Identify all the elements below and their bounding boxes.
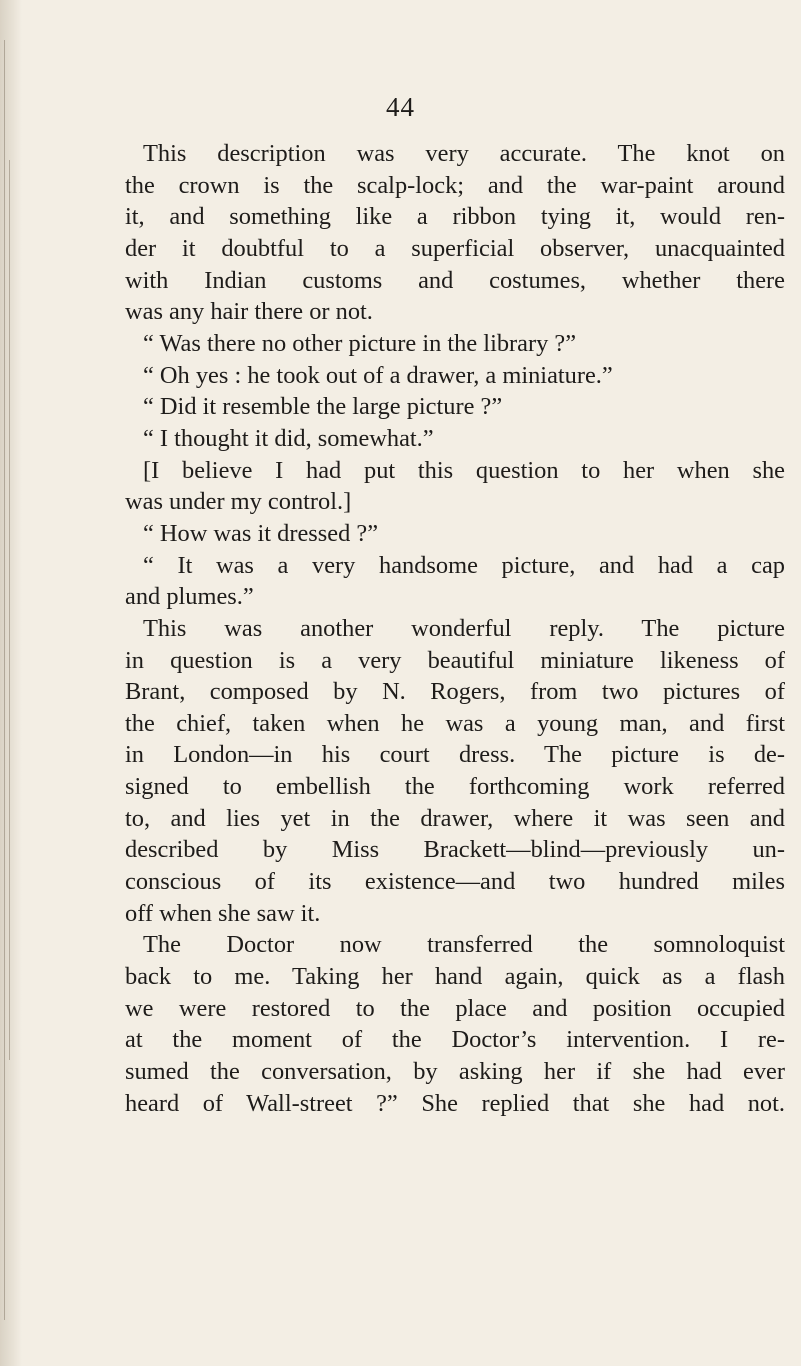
text-line: This was another wonderful reply. The picture	[143, 614, 785, 642]
text-line: off when she saw it.	[125, 899, 321, 927]
text-line: “ Was there no other picture in the library ?”	[143, 329, 577, 357]
text-line: [I believe I had put this question to her when she	[143, 456, 785, 484]
text-line: with Indian customs and costumes, whether there	[125, 266, 785, 294]
text-line: the chief, taken when he was a young man, and first	[125, 709, 785, 737]
body-text	[125, 138, 785, 1119]
text-line: Brant, composed by N. Rogers, from two pictures of	[125, 678, 785, 706]
text-line: and plumes.”	[125, 583, 254, 611]
text-line: der it doubtful to a superficial observer, unacquainted	[125, 234, 785, 262]
text-line: to, and lies yet in the drawer, where it was seen and	[125, 804, 785, 832]
page-gutter	[0, 0, 22, 1366]
text-line: “ Oh yes : he took out of a drawer, a miniature.”	[143, 361, 613, 389]
text-line: “ I thought it did, somewhat.”	[143, 424, 434, 452]
gutter-edge-line	[9, 160, 10, 1060]
text-line: “ Did it resemble the large picture ?”	[143, 393, 503, 421]
text-line: at the moment of the Doctor’s intervention. I re-	[125, 1026, 785, 1054]
text-line: was any hair there or not.	[125, 298, 373, 326]
page-number: 44	[386, 92, 415, 122]
gutter-edge-line	[4, 40, 5, 1320]
text-line: it, and something like a ribbon tying it, would ren-	[125, 203, 785, 231]
text-line: described by Miss Brackett—blind—previously un-	[125, 836, 785, 864]
text-line: the crown is the scalp-lock; and the war-paint around	[125, 171, 785, 199]
text-line: “ It was a very handsome picture, and had a cap	[143, 551, 785, 579]
text-line: back to me. Taking her hand again, quick as a flash	[125, 963, 785, 991]
text-line: was under my control.]	[125, 488, 352, 516]
text-line: in London—in his court dress. The picture is de-	[125, 741, 785, 769]
text-line: This description was very accurate. The knot on	[143, 140, 785, 167]
text-line: The Doctor now transferred the somnoloquist	[143, 931, 785, 959]
text-line: heard of Wall-street ?” She replied that she had not.	[125, 1089, 785, 1117]
text-line: we were restored to the place and position occupied	[125, 994, 785, 1022]
text-line: “ How was it dressed ?”	[143, 519, 379, 547]
text-line: conscious of its existence—and two hundred miles	[125, 868, 785, 896]
text-line: sumed the conversation, by asking her if she had ever	[125, 1058, 785, 1086]
text-line: signed to embellish the forthcoming work referred	[125, 773, 785, 801]
text-line: in question is a very beautiful miniature likeness of	[125, 646, 785, 674]
